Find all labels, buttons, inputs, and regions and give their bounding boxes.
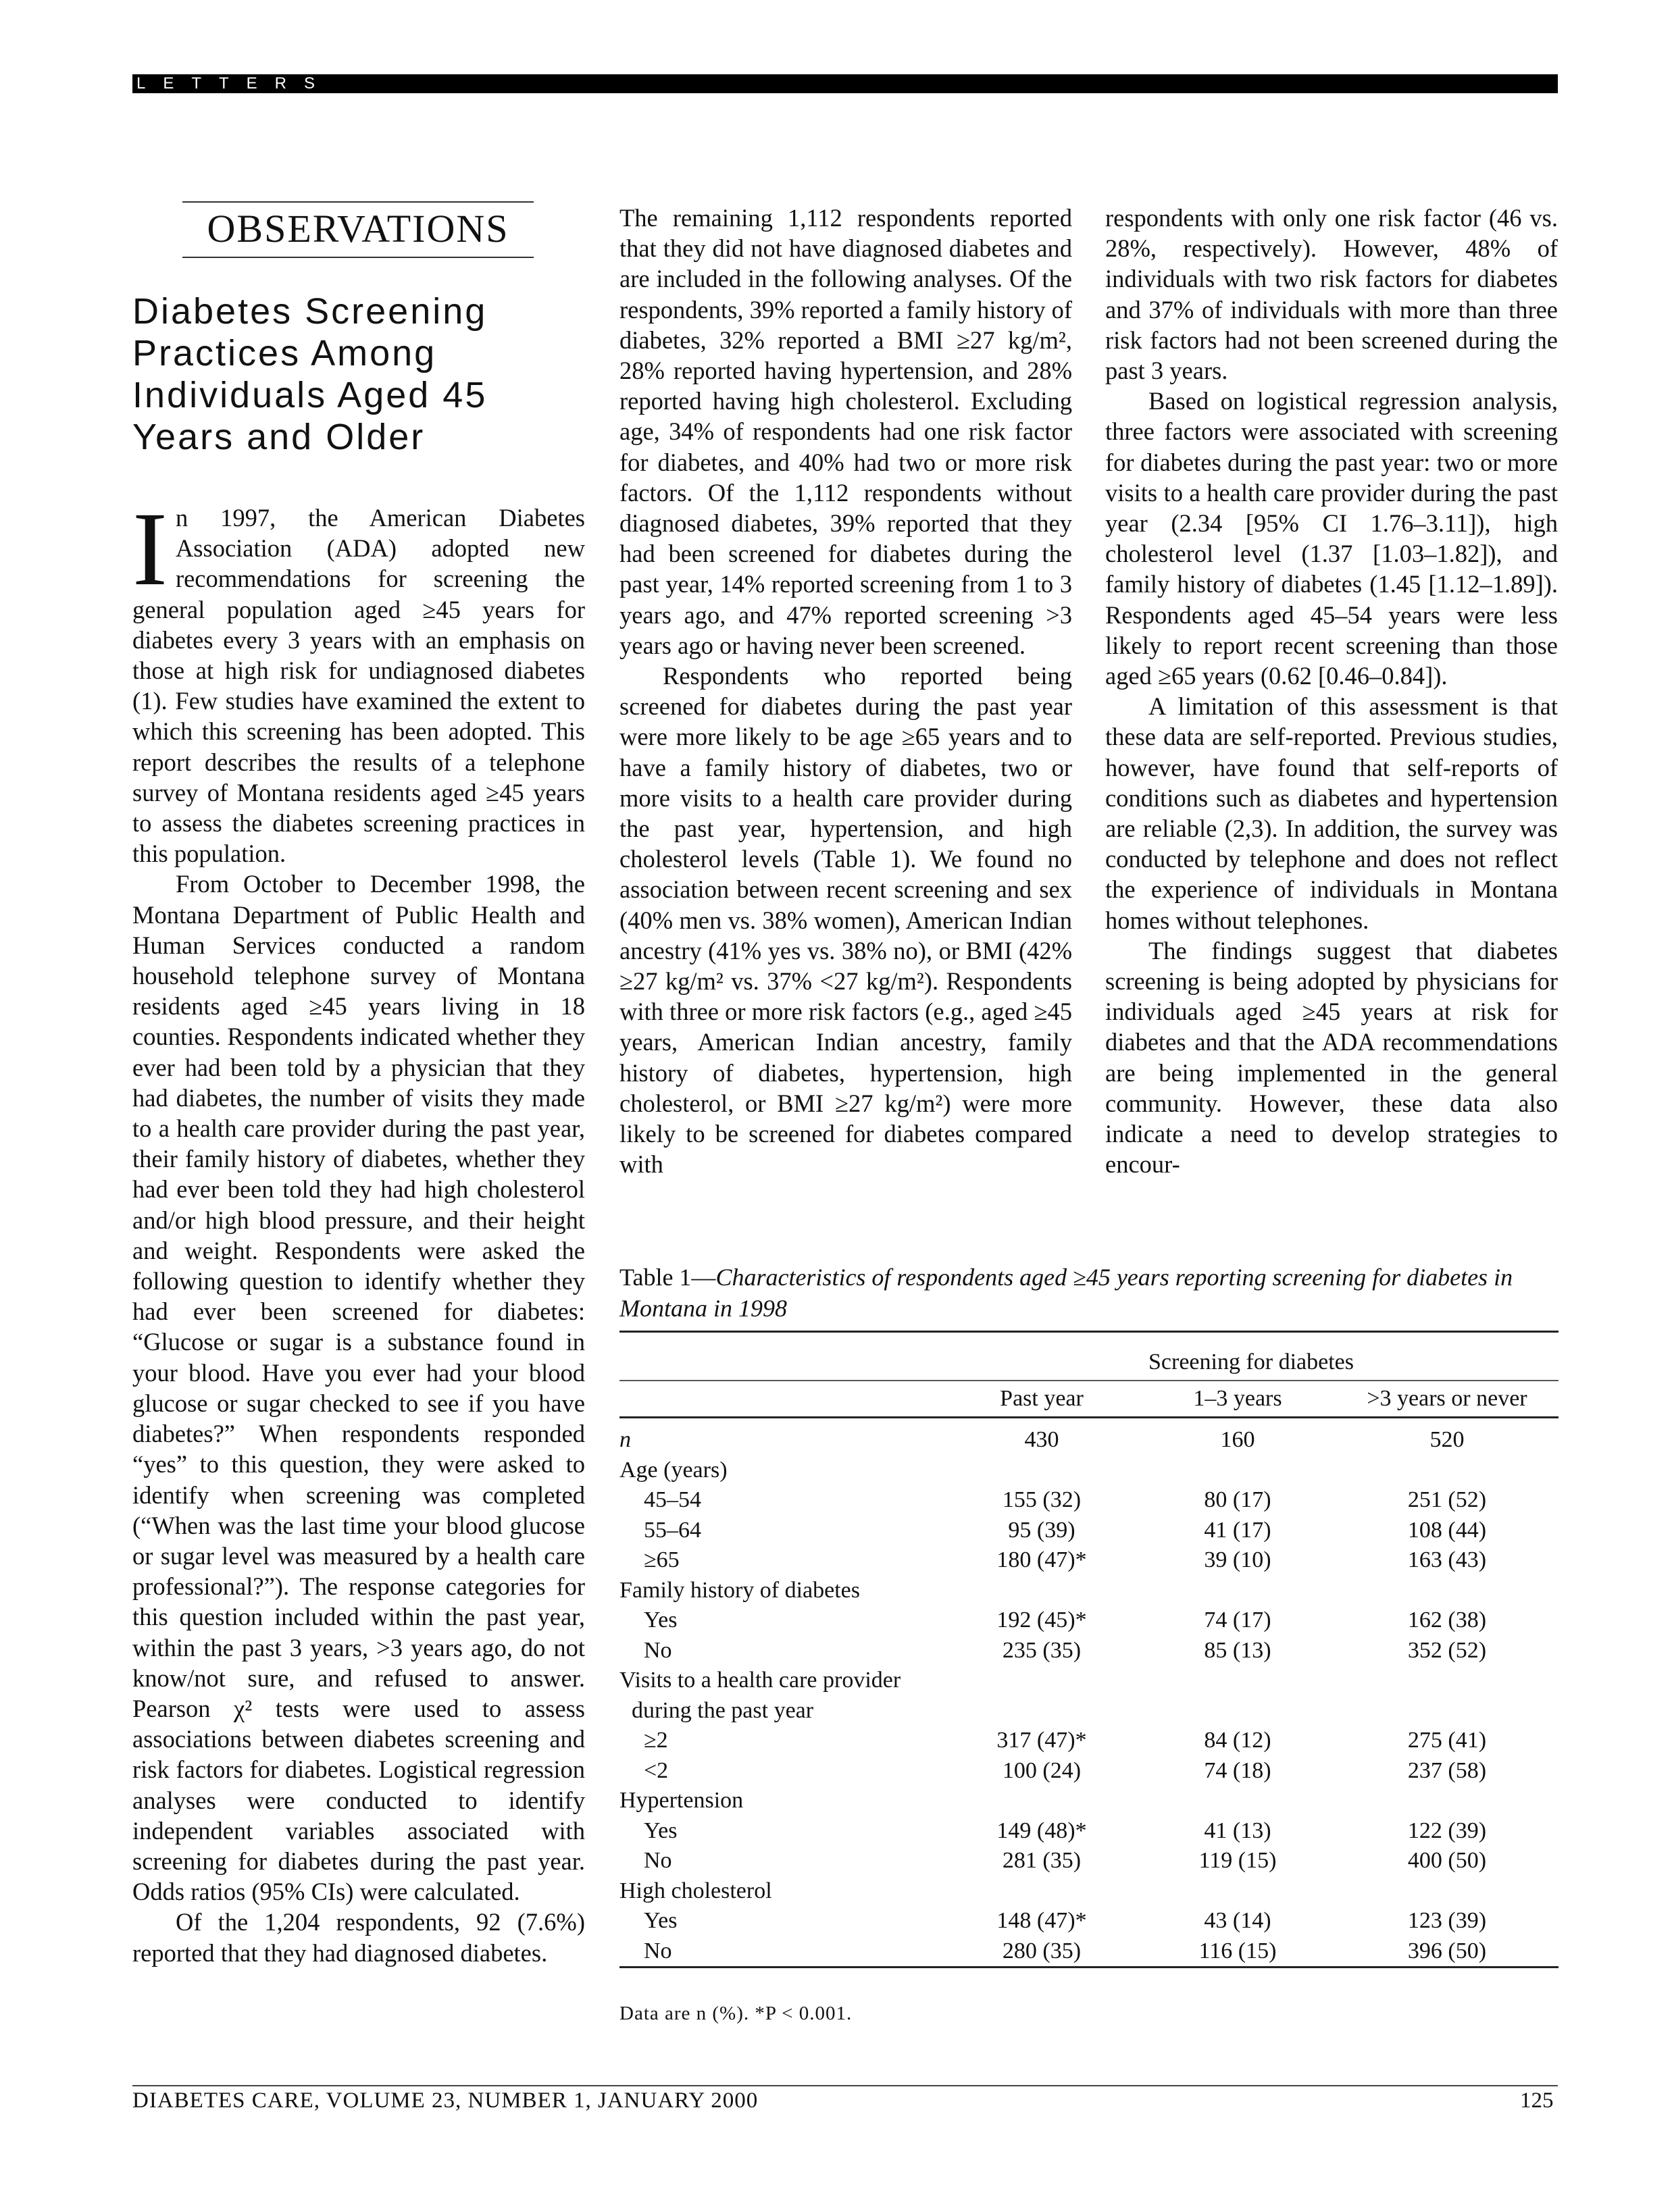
table-cell: 237 (58) [1407, 1757, 1487, 1783]
row-label: ≥65 [644, 1547, 680, 1572]
journal-footer: DIABETES CARE, VOLUME 23, NUMBER 1, JANUARY 2000 [132, 2088, 759, 2113]
table-cell: 148 (47)* [996, 1908, 1087, 1933]
drop-cap: I [132, 490, 168, 607]
row-label: Age (years) [619, 1457, 728, 1483]
row-label: Yes [644, 1607, 678, 1632]
table-cell: 108 (44) [1407, 1517, 1487, 1543]
table-row [619, 1846, 1559, 1876]
table-row [619, 1516, 1559, 1546]
table-row [619, 1605, 1559, 1636]
text-column-2 [619, 203, 1072, 1180]
text-column-1 [132, 490, 585, 1968]
paragraph: Based on logistical regression analysis, three factors were associated with screening for diabetes during the past year: two or more visits to a health care provider during the past year (2.34 [95% CI 1.76–3.11]), high cholesterol level (1.37 [1.03–1.82]), and family history of diabetes (1.45 [1.12–1.89]). Respondents aged 45–54 years were less likely to report recent screening than those aged ≥65 years (0.62 [0.46–0.84]). [1105, 387, 1558, 690]
table-corner [619, 1333, 944, 1381]
row-label: High cholesterol [619, 1878, 772, 1903]
row-label: Yes [644, 1818, 678, 1843]
table-cell: 163 (43) [1407, 1547, 1487, 1572]
page-number: 125 [1520, 2088, 1554, 2113]
table-cell: 123 (39) [1407, 1908, 1487, 1933]
table-cell: 39 (10) [1204, 1547, 1271, 1572]
paragraph: From October to December 1998, the Montana Department of Public Health and Human Services conducted a random household telephone survey of Montana residents aged ≥45 years living in 18 counties. Respondents indicated whether they ever had been told by a physician that they had diabetes, the number of visits they made to a health care provider during the past year, their family history of diabetes, whether they had ever been told they had high cholesterol and/or high blood pressure, and their height and weight. Respondents were asked the following question to identify whether they had ever been screened for diabetes: “Glucose or sugar is a substance found in your blood. Have you ever had your blood glucose or sugar checked to see if you have diabetes?” When respondents responded “yes” to this question, they were asked to identify when screening was completed (“When was the last time your blood glucose or sugar level was measured by a health care professional?”). The response categories for this question included within the past year, within the past 3 years, >3 years ago, do not know/not sure, and refused to answer. Pearson χ² tests were used to assess associations between diabetes screening and risk factors for diabetes. Logistical regression analyses were conducted to identify independent variables associated with screening for diabetes during the past year. Odds ratios (95% CIs) were calculated. [132, 870, 585, 1906]
table-cell: 84 (12) [1204, 1728, 1271, 1753]
table-cell: 80 (17) [1204, 1487, 1271, 1512]
table-cell: 149 (48)* [996, 1818, 1087, 1843]
paragraph: The findings suggest that diabetes screening is being adopted by physicians for individuals aged ≥45 years at risk for diabetes and that the ADA recommendations are being implemented in the general community. However, these data also indicate a need to develop strategies to encour- [1105, 936, 1558, 1179]
paragraph-text: n 1997, the American Diabetes Association (ADA) adopted new recommendations for screening the general population aged ≥45 years for diabetes every 3 years with an emphasis on those at high risk for undiagnosed diabetes (1). Few studies have examined the extent to which this screening has been adopted. This report describes the results of a telephone survey of Montana residents aged ≥45 years to assess the diabetes screening practices in this population. [132, 504, 585, 868]
table-cell: 251 (52) [1407, 1487, 1487, 1512]
table-caption [619, 1262, 1559, 1324]
paragraph: The remaining 1,112 respondents reported that they did not have diagnosed diabetes and are included in the following analyses. Of the respondents, 39% reported a family history of diabetes, 32% reported a BMI ≥27 kg/m², 28% reported having hypertension, and 28% reported having high cholesterol. Excluding age, 34% of respondents had one risk factor for diabetes, and 40% had two or more risk factors. Of the 1,112 respondents without diagnosed diabetes, 39% reported that they had been screened for diabetes during the past year, 14% reported screening from 1 to 3 years ago, and 47% reported screening >3 years ago or having never been screened. [619, 204, 1073, 659]
table-cell: 155 (32) [1002, 1487, 1082, 1512]
table-cell: 119 (15) [1198, 1848, 1277, 1873]
table-cell: 43 (14) [1204, 1908, 1271, 1933]
table-cell: 162 (38) [1407, 1607, 1487, 1632]
table-cell: 41 (17) [1204, 1517, 1271, 1543]
table-row [619, 1726, 1559, 1756]
table-cell: 116 (15) [1140, 1936, 1336, 1967]
table-cell: 74 (17) [1204, 1607, 1271, 1632]
table-row [619, 1696, 1559, 1726]
table-cell: 85 (13) [1204, 1637, 1271, 1663]
table-row [619, 1816, 1559, 1847]
table-cell: 396 (50) [1336, 1936, 1559, 1967]
table-cell: 317 (47)* [996, 1728, 1087, 1753]
row-label: Yes [644, 1908, 678, 1933]
table-cell: 192 (45)* [996, 1607, 1087, 1632]
table-row [619, 1786, 1559, 1816]
row-label: n [619, 1427, 631, 1452]
table-row [619, 1876, 1559, 1907]
section-label: LETTERS [136, 74, 333, 93]
row-label: No [644, 1848, 672, 1873]
table-row [619, 1936, 1559, 1967]
table-cell: 100 (24) [1002, 1757, 1082, 1783]
table-row [619, 1545, 1559, 1576]
table-cell: 95 (39) [1008, 1517, 1075, 1543]
row-label: ≥2 [644, 1728, 668, 1753]
row-label: 55–64 [644, 1517, 701, 1543]
table-caption-text: Characteristics of respondents aged ≥45 years reporting screening for diabetes in Montana in 1998 [619, 1264, 1513, 1322]
table-cell: 41 (13) [1204, 1818, 1271, 1843]
row-label: Visits to a health care provider [619, 1668, 901, 1693]
table-cell: 352 (52) [1407, 1637, 1487, 1663]
table-row [619, 1576, 1559, 1606]
table-row [619, 1418, 1559, 1456]
table-cell: 122 (39) [1407, 1818, 1487, 1843]
table-cell: 280 (35) [944, 1936, 1140, 1967]
data-table [619, 1331, 1559, 1968]
table-cell: 520 [1429, 1427, 1465, 1452]
table-cell: 235 (35) [1002, 1637, 1082, 1663]
column-header: >3 years or never [1336, 1381, 1559, 1418]
observations-label: OBSERVATIONS [182, 201, 534, 258]
article-title: Diabetes Screening Practices Among Individuals Aged 45 Years and Older [132, 291, 488, 457]
table-cell: 275 (41) [1407, 1728, 1487, 1753]
column-header: 1–3 years [1140, 1381, 1336, 1418]
paragraph: respondents with only one risk factor (46 vs. 28%, respectively). However, 48% of individuals with two risk factors for diabetes and 37% of individuals with more than three risk factors had not been screened during the past 3 years. [1105, 204, 1558, 385]
text-column-3 [1105, 203, 1558, 1180]
row-label: <2 [644, 1757, 669, 1783]
table-row [619, 1485, 1559, 1516]
table-row [619, 1636, 1559, 1666]
table-cell: 160 [1220, 1427, 1255, 1452]
row-label: No [619, 1936, 944, 1967]
row-label: during the past year [632, 1697, 814, 1723]
column-header: Past year [944, 1381, 1140, 1418]
table-cell: 430 [1024, 1427, 1059, 1452]
table-cell: 400 (50) [1407, 1848, 1487, 1873]
paragraph: Respondents who reported being screened for diabetes during the past year were more likely to be age ≥65 years and to have a family history of diabetes, two or more visits to a health care provider during the past year, hypertension, and high cholesterol levels (Table 1). We found no association between recent screening and sex (40% men vs. 38% women), American Indian ancestry (41% yes vs. 38% no), or BMI (42% ≥27 kg/m² vs. 37% <27 kg/m²). Respondents with three or more risk factors (e.g., aged ≥45 years, American Indian ancestry, family history of diabetes, hypertension, high cholesterol, or BMI ≥27 kg/m²) were more likely to be screened for diabetes compared with [619, 662, 1072, 1179]
section-header-bar [132, 74, 1558, 93]
row-label: Family history of diabetes [619, 1577, 861, 1603]
row-label: 45–54 [644, 1487, 701, 1512]
footer-rule [132, 2085, 1558, 2086]
table-row [619, 1666, 1559, 1696]
table-row [619, 1906, 1559, 1936]
table-row [619, 1456, 1559, 1486]
row-label: Hypertension [619, 1788, 744, 1813]
table-footnote: Data are n (%). *P < 0.001. [619, 2003, 853, 2024]
table-cell: 281 (35) [1002, 1848, 1082, 1873]
table-cell: 74 (18) [1204, 1757, 1271, 1783]
table-group-header: Screening for diabetes [944, 1333, 1559, 1381]
table-row [619, 1756, 1559, 1786]
paragraph [132, 490, 585, 869]
table-cell: 180 (47)* [996, 1547, 1087, 1572]
paragraph: A limitation of this assessment is that these data are self-reported. Previous studies, however, have found that self-reports of conditions such as diabetes and hypertension are reliable (2,3). In addition, the survey was conducted by telephone and does not reflect the experience of individuals in Montana homes without telephones. [1105, 692, 1558, 934]
paragraph: Of the 1,204 respondents, 92 (7.6%) reported that they had diagnosed diabetes. [132, 1908, 585, 1967]
row-label: No [644, 1637, 672, 1663]
table-caption-prefix: Table 1— [619, 1264, 716, 1291]
